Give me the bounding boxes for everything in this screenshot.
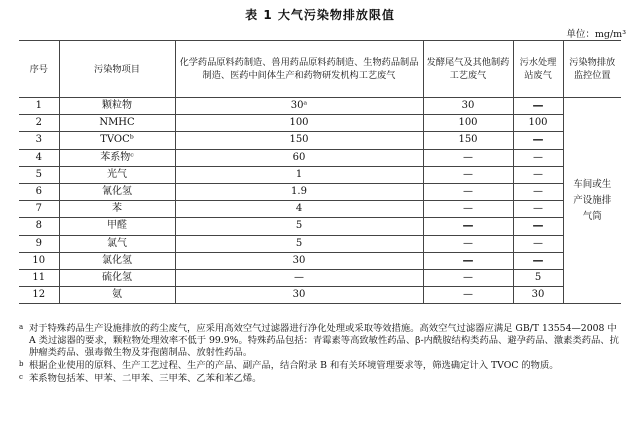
header-seq: 序号 [19,41,59,98]
table-row [19,149,621,166]
header-pollutant: 污染物项目 [59,41,175,98]
seq-cell: 2 [19,115,59,132]
note-c [19,373,621,385]
pollutant-cell: 氰化氢 [59,183,175,200]
table-row [19,132,621,149]
limit-fermentation: — [423,166,513,183]
limit-fermentation: — [423,183,513,200]
limit-chem-pharma: 150 [175,132,423,149]
limit-chem-pharma: — [175,269,423,286]
limit-wastewater: — [513,98,563,115]
header-location: 污染物排放监控位置 [563,41,621,98]
table-title: 表 1 大气污染物排放限值 [245,8,395,22]
limit-fermentation: 100 [423,115,513,132]
limit-fermentation: — [423,252,513,269]
note-b [19,360,621,372]
limit-fermentation: — [423,269,513,286]
seq-cell: 10 [19,252,59,269]
limit-fermentation: 150 [423,132,513,149]
pollutant-cell: NMHC [59,115,175,132]
seq-cell: 11 [19,269,59,286]
limit-chem-pharma: 30 [175,252,423,269]
location-cell: 车间或生产设施排气筒 [563,98,621,304]
seq-cell: 9 [19,235,59,252]
table-row [19,166,621,183]
table-row [19,98,621,115]
limit-chem-pharma: 1 [175,166,423,183]
limit-wastewater: — [513,132,563,149]
seq-cell: 12 [19,287,59,304]
table-row [19,115,621,132]
limit-wastewater: 30 [513,287,563,304]
seq-cell: 1 [19,98,59,115]
limit-fermentation: — [423,149,513,166]
limit-wastewater: — [513,235,563,252]
emission-limits-table [19,40,621,304]
note-marker: a [19,323,24,331]
note-text: 对于特殊药品生产设施排放的药尘废气，应采用高效空气过滤器进行净化处理或采取等效措施。高效空气过滤器应满足 GB/T 13554—2008 中 A 类过滤器的要求，颗粒物处理效率不低于 99.9%。特殊药品包括：青霉素等高致敏性药品、β-内酰胺结构类药品、避孕药品、激素类药品、抗肿瘤类药品、强毒微生物及芽孢菌制品、放射性药品。 [29,323,619,358]
table-row [19,218,621,235]
limit-chem-pharma: 100 [175,115,423,132]
note-a [19,323,621,359]
pollutant-cell: 甲醛 [59,218,175,235]
table-notes [19,323,621,386]
pollutant-cell: TVOCᵇ [59,132,175,149]
limit-chem-pharma: 30ᵃ [175,98,423,115]
limit-wastewater: — [513,218,563,235]
pollutant-cell: 光气 [59,166,175,183]
limit-wastewater: — [513,201,563,218]
limit-wastewater: 5 [513,269,563,286]
pollutant-cell: 苯系物ᶜ [59,149,175,166]
pollutant-cell: 氯化氢 [59,252,175,269]
header-chem-pharma: 化学药品原料药制造、兽用药品原料药制造、生物药品制品制造、医药中间体生产和药物研发机构工艺废气 [175,41,423,98]
note-text: 根据企业使用的原料、生产工艺过程、生产的产品、副产品，结合附录 B 和有关环境管理要求等，筛选确定计入 TVOC 的物质。 [29,360,559,371]
header-row [19,41,621,98]
limit-fermentation: 30 [423,98,513,115]
limit-fermentation: — [423,201,513,218]
pollutant-cell: 苯 [59,201,175,218]
limit-chem-pharma: 60 [175,149,423,166]
note-marker: b [19,360,24,368]
pollutant-cell: 颗粒物 [59,98,175,115]
limit-chem-pharma: 5 [175,235,423,252]
limit-fermentation: — [423,218,513,235]
pollutant-cell: 氨 [59,287,175,304]
pollutant-cell: 氯气 [59,235,175,252]
table-row [19,183,621,200]
limit-wastewater: — [513,166,563,183]
limit-chem-pharma: 5 [175,218,423,235]
seq-cell: 4 [19,149,59,166]
seq-cell: 3 [19,132,59,149]
limit-fermentation: — [423,235,513,252]
limit-chem-pharma: 4 [175,201,423,218]
limit-chem-pharma: 1.9 [175,183,423,200]
header-fermentation: 发酵尾气及其他制药工艺废气 [423,41,513,98]
pollutant-cell: 硫化氢 [59,269,175,286]
table-row [19,269,621,286]
table-row [19,252,621,269]
limit-chem-pharma: 30 [175,287,423,304]
limit-wastewater: — [513,252,563,269]
seq-cell: 6 [19,183,59,200]
limit-wastewater: — [513,149,563,166]
header-wastewater: 污水处理站废气 [513,41,563,98]
note-text: 苯系物包括苯、甲苯、二甲苯、三甲苯、乙苯和苯乙烯。 [29,373,262,384]
seq-cell: 7 [19,201,59,218]
limit-wastewater: — [513,183,563,200]
table-row [19,287,621,304]
limit-fermentation: — [423,287,513,304]
limit-wastewater: 100 [513,115,563,132]
table-row [19,235,621,252]
seq-cell: 5 [19,166,59,183]
seq-cell: 8 [19,218,59,235]
unit-label: 单位：mg/m³ [566,29,626,40]
note-marker: c [19,373,23,381]
table-row [19,201,621,218]
